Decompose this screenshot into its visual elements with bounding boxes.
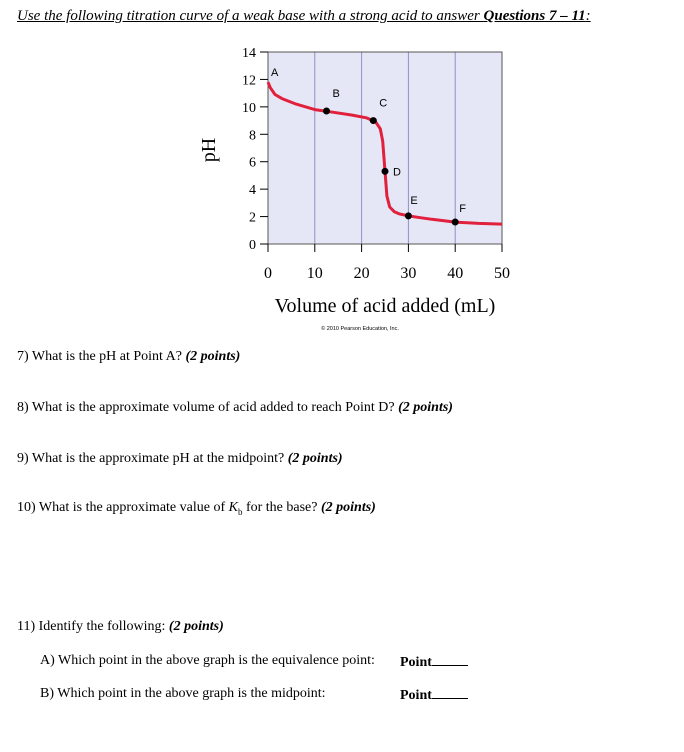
question-10-points: (2 points)	[321, 500, 376, 515]
kb-symbol: K	[228, 500, 238, 515]
x-tick-label: 40	[447, 265, 464, 282]
answer-11b-label: Point	[400, 688, 432, 703]
plot-area	[268, 52, 502, 244]
point-f-marker	[452, 219, 459, 226]
point-e-label: E	[410, 194, 418, 207]
point-c-label: C	[379, 97, 388, 110]
y-tick-label: 10	[242, 100, 256, 116]
question-11b: B) Which point in the above graph is the midpoint:	[40, 686, 326, 701]
x-tick-label: 20	[353, 265, 370, 282]
copyright-note: © 2010 Pearson Education, Inc.	[321, 326, 399, 332]
question-10-text-a: 10) What is the approximate value of	[17, 500, 229, 515]
titration-chart	[0, 0, 684, 340]
x-tick-label: 30	[400, 265, 417, 282]
question-7	[17, 349, 240, 365]
question-9	[17, 451, 343, 467]
point-e-marker	[405, 212, 412, 219]
question-7-points: (2 points)	[185, 349, 241, 364]
question-9-text: 9) What is the approximate pH at the midpoint?	[17, 451, 288, 466]
x-tick-label: 0	[264, 265, 272, 282]
kb-subscript: b	[237, 506, 243, 517]
y-tick-label: 2	[249, 210, 256, 226]
heading-emph: Questions 7 – 11	[483, 8, 586, 24]
answer-11a-blank[interactable]	[432, 653, 468, 666]
question-11-text: 11) Identify the following:	[17, 619, 169, 634]
y-tick-label: 12	[242, 73, 256, 89]
y-tick-label: 8	[249, 128, 256, 144]
answer-11b-blank[interactable]	[432, 686, 468, 699]
question-11a: A) Which point in the above graph is the equivalence point:	[40, 653, 375, 668]
answer-11a	[400, 653, 468, 671]
point-b-marker	[323, 107, 330, 114]
y-tick-label: 4	[249, 183, 256, 199]
x-tick-label: 50	[494, 265, 510, 282]
question-7-text: 7) What is the pH at Point A?	[17, 349, 186, 364]
y-tick-label: 0	[249, 238, 256, 253]
point-f-label: F	[459, 203, 466, 216]
question-11-points: (2 points)	[168, 619, 224, 634]
y-tick-label: 14	[242, 46, 256, 61]
point-d-marker	[382, 168, 389, 175]
point-c-marker	[370, 117, 377, 124]
y-tick-label: 6	[249, 155, 256, 171]
answer-11a-label: Point	[400, 655, 432, 670]
question-10-text-b: for the base?	[242, 500, 321, 515]
point-b-label: B	[332, 87, 340, 100]
point-d-label: D	[393, 166, 401, 179]
x-axis-label: Volume of acid added (mL)	[274, 295, 496, 317]
question-8	[17, 400, 453, 416]
question-8-text: 8) What is the approximate volume of acid added to reach Point D?	[17, 400, 399, 415]
question-8-points: (2 points)	[398, 400, 453, 415]
question-11	[17, 619, 224, 635]
answer-11b	[400, 686, 468, 704]
y-axis-label: pH	[198, 137, 220, 163]
heading-suffix: :	[585, 8, 591, 24]
question-9-points: (2 points)	[287, 451, 343, 466]
heading-prefix: Use the following titration curve of a weak base with a strong acid to answer	[17, 8, 484, 24]
point-a-label: A	[271, 67, 279, 80]
question-10	[17, 500, 376, 517]
x-tick-label: 10	[306, 265, 323, 282]
